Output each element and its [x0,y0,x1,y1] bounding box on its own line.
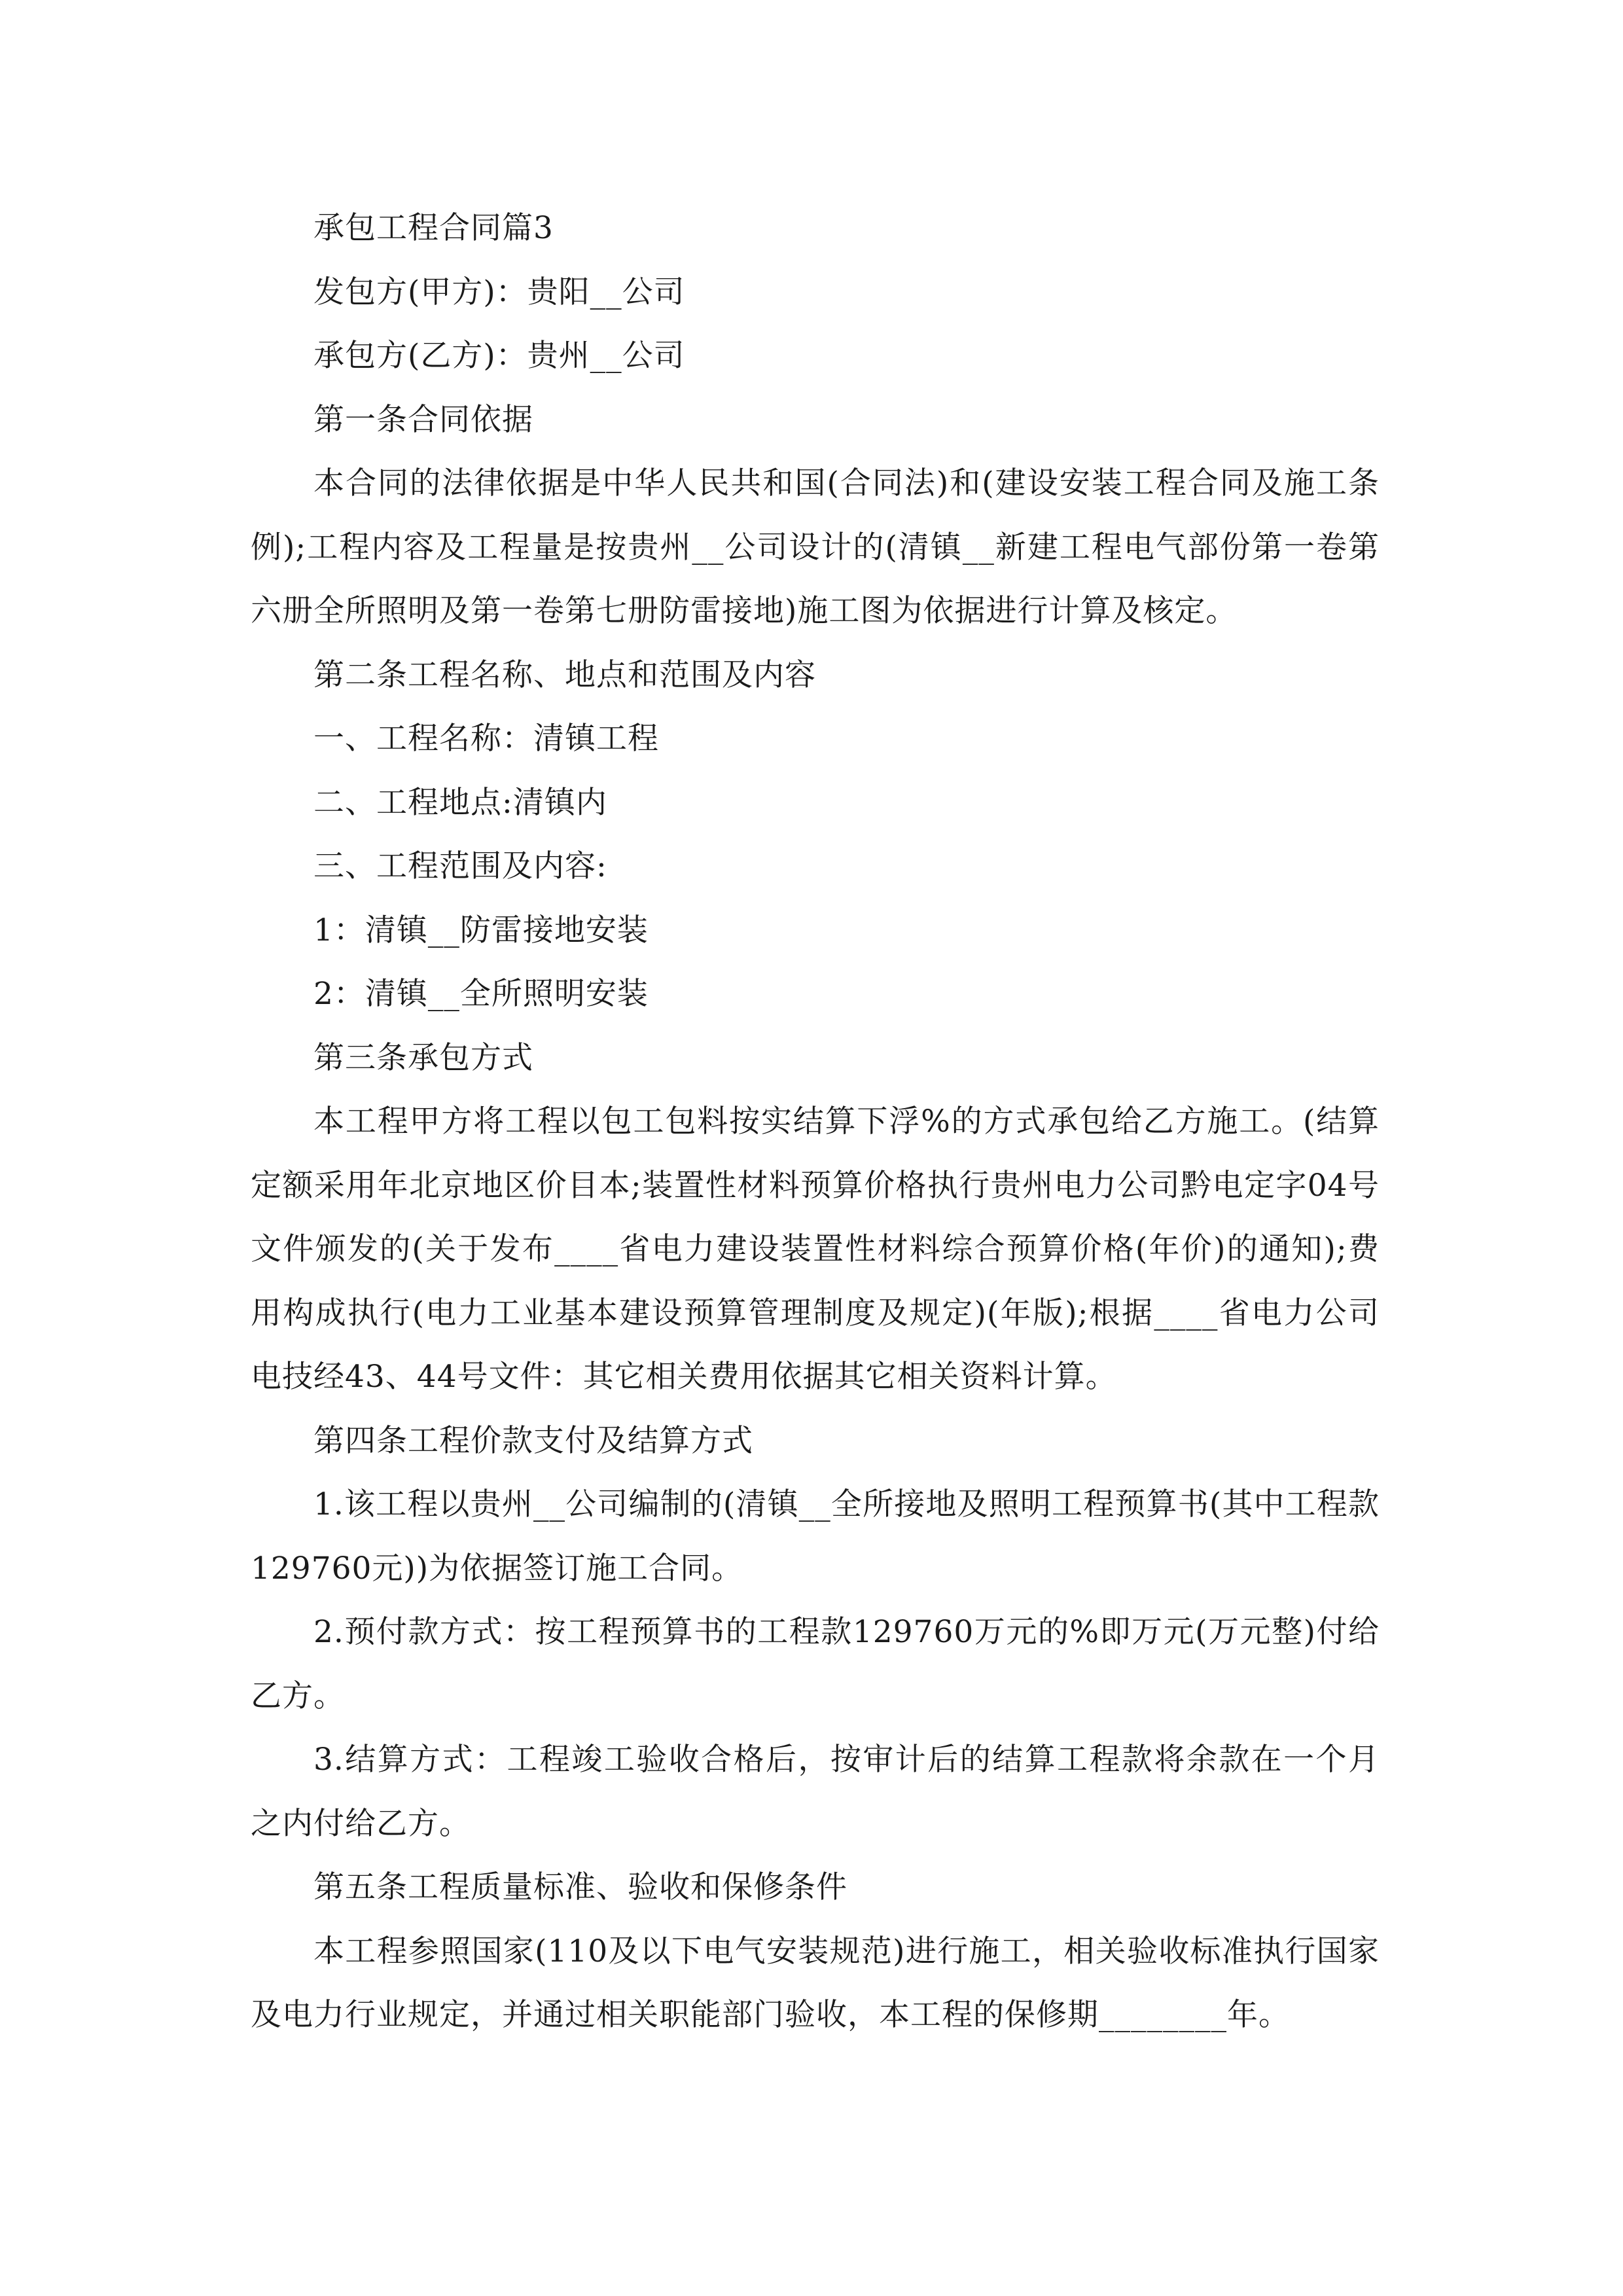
payment-clause-3: 3.结算方式：工程竣工验收合格后，按审计后的结算工程款将余款在一个月之内付给乙方。 [251,1742,1380,1842]
article-1-body: 本合同的法律依据是中华人民共和国(合同法)和(建设安装工程合同及施工条例);工程内容及工程量是按贵州__公司设计的(清镇__新建工程电气部份第一卷第六册全所照明及第一卷第七册防雷接地)施工图为依据进行计算及核定。 [251,465,1380,629]
party-b-line: 承包方(乙方)：贵州__公司 [313,338,685,374]
article-3-heading: 第三条承包方式 [313,1039,533,1076]
article-5-body: 本工程参照国家(110及以下电气安装规范)进行施工，相关验收标准执行国家及电力行业规定，并通过相关职能部门验收，本工程的保修期________年。 [251,1933,1380,2033]
article-3-body: 本工程甲方将工程以包工包料按实结算下浮%的方式承包给乙方施工。(结算定额采用年北京地区价目本;装置性材料预算价格执行贵州电力公司黔电定字04号文件颁发的(关于发布____省电力建设装置性材料综合预算价格(年价)的通知);费用构成执行(电力工业基本建设预算管理制度及规定)(年版);根据____省电力公司电技经43、44号文件：其它相关费用依据其它相关资料计算。 [251,1103,1380,1395]
project-name-line: 一、工程名称：清镇工程 [313,721,659,757]
document-body [251,196,1380,2047]
article-5-heading: 第五条工程质量标准、验收和保修条件 [313,1869,847,1905]
scope-item-2: 2：清镇__全所照明安装 [313,976,649,1012]
article-1-heading: 第一条合同依据 [313,401,533,438]
payment-clause-2: 2.预付款方式：按工程预算书的工程款129760万元的%即万元(万元整)付给乙方。 [251,1614,1380,1714]
project-location-line: 二、工程地点:清镇内 [313,784,607,821]
article-4-heading: 第四条工程价款支付及结算方式 [313,1422,753,1459]
document-title: 承包工程合同篇3 [313,210,554,246]
scope-item-1: 1：清镇__防雷接地安装 [313,912,649,948]
payment-clause-1: 1.该工程以贵州__公司编制的(清镇__全所接地及照明工程预算书(其中工程款129760元))为依据签订施工合同。 [251,1486,1380,1587]
article-2-heading: 第二条工程名称、地点和范围及内容 [313,656,816,693]
project-scope-line: 三、工程范围及内容: [313,848,607,884]
party-a-line: 发包方(甲方)：贵阳__公司 [313,274,685,310]
